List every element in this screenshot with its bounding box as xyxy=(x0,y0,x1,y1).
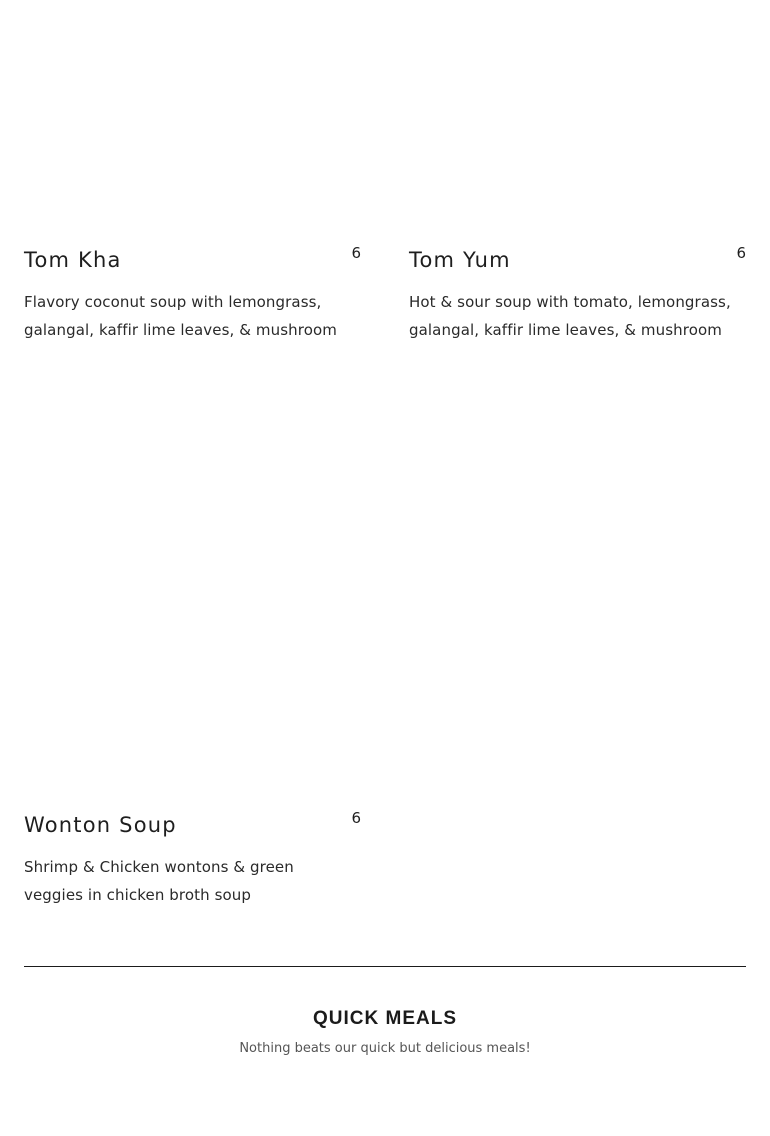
menu-item-name: Wonton Soup xyxy=(24,813,177,837)
menu-item-price: 6 xyxy=(351,809,361,827)
section-subtitle: Nothing beats our quick but delicious meals! xyxy=(239,1041,531,1056)
menu-item-name: Tom Kha xyxy=(24,248,122,272)
menu-item-description: Flavory coconut soup with lemongrass, galangal, kaffir lime leaves, & mushroom xyxy=(24,293,337,339)
menu-item-description: Shrimp & Chicken wontons & green veggies in chicken broth soup xyxy=(24,858,294,904)
menu-item-description: Hot & sour soup with tomato, lemongrass, galangal, kaffir lime leaves, & mushroom xyxy=(409,293,731,339)
menu-item-price: 6 xyxy=(351,244,361,262)
section-divider xyxy=(24,966,746,967)
menu-item-price: 6 xyxy=(736,244,746,262)
menu-item-name: Tom Yum xyxy=(409,248,511,272)
section-title: QUICK MEALS xyxy=(313,1008,457,1029)
